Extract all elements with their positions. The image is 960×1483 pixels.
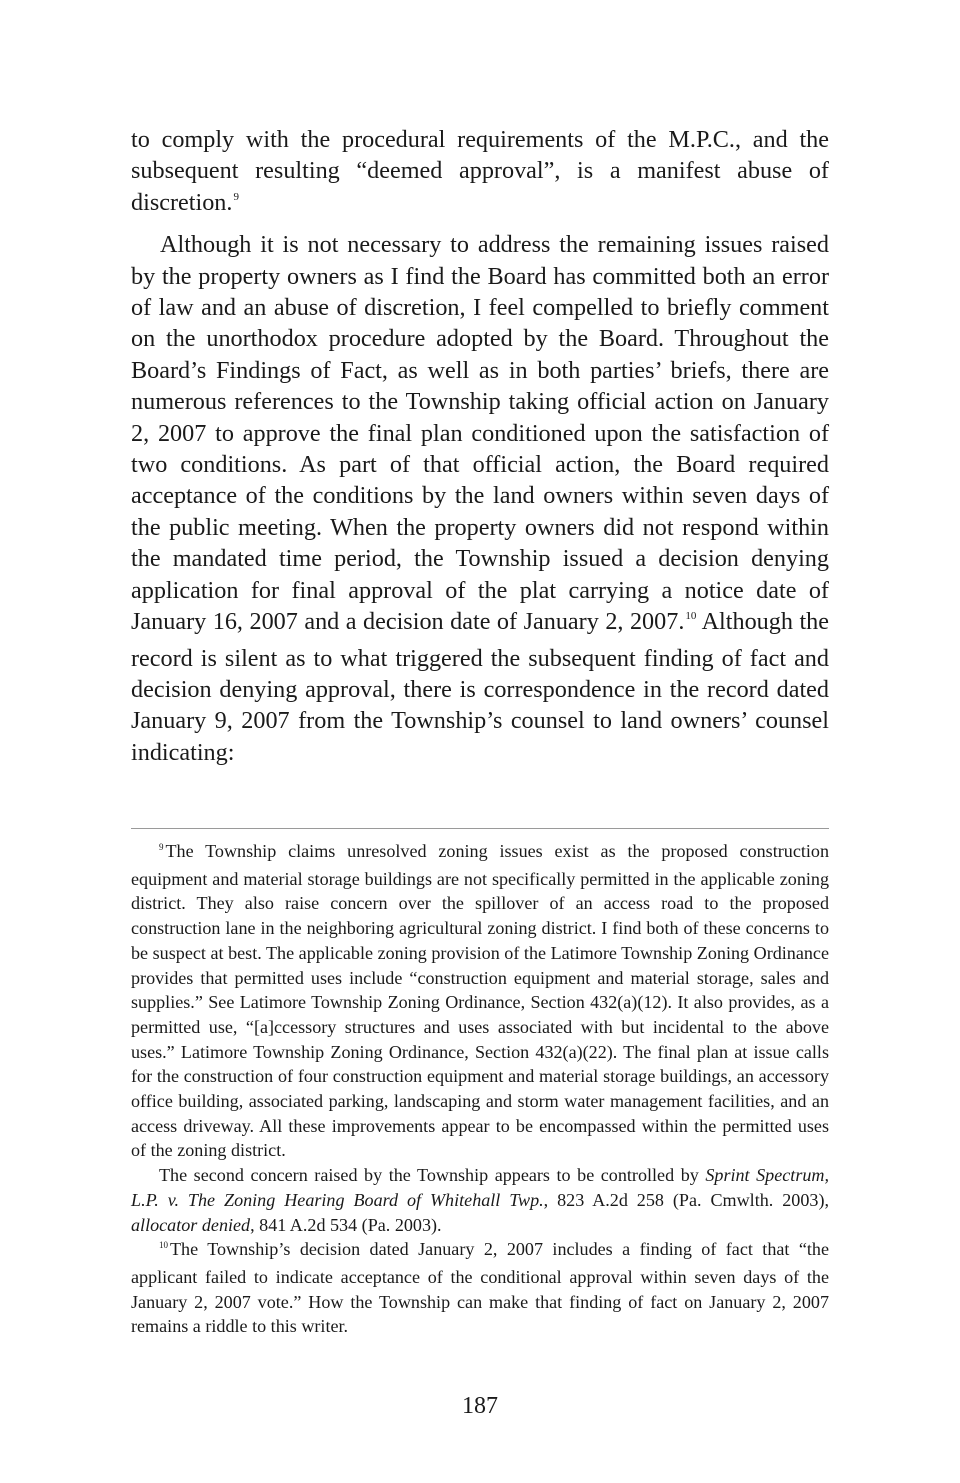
footnote-9 [131,839,829,1163]
case-name: Sprint Spectrum, L.P. v. The Zoning Hearing Board of Whitehall Twp. [131,1165,829,1210]
paragraph-1 [131,124,829,223]
paragraph-2 [131,229,829,768]
case-citation: , 823 A.2d 258 (Pa. Cmwlth. 2003), [543,1189,829,1210]
footnote-9-cont-lead: The second concern raised by the Township appears to be controlled by [159,1165,706,1186]
paragraph-2-text-a: Although it is not necessary to address the remaining issues raised by the property owners as I find the Board has committed both an error of law and an abuse of discretion, I feel compelled to briefly comment on the unorthodox procedure adopted by the Board. Throughout the Board’s Findings of Fact, as well as in both parties’ briefs, there are numerous references to the Township taking official action on January 2, 2007 to approve the final plan conditioned upon the satisfaction of two conditions. As part of that official action, the Board required acceptance of the conditions by the land owners within seven days of the public meeting. When the property owners did not respond within the mandated time period, the Township issued a decision denying application for final approval of the plat carrying a notice date of January 16, 2007 and a decision date of January 2, 2007. [131,231,829,636]
footnote-divider [131,828,829,829]
footnote-ref-9[interactable]: 9 [233,190,239,203]
footnotes [131,839,829,1339]
footnote-9-continued [131,1163,829,1237]
footnote-mark-10: 10 [159,1240,168,1251]
footnote-10-text: The Township’s decision dated January 2, 2007 includes a finding of fact that “the applicant failed to indicate acceptance of the conditional approval within seven days of the January 2, 2007 vote.” How the Township can make that finding of fact on January 2, 2007 remains a riddle to this writer. [131,1239,829,1337]
paragraph-2-text-b: Although the record is silent as to what triggered the subsequent finding of fact and decision denying approval, there is correspondence in the record dated January 9, 2007 from the Township’s counsel to land owners’ counsel indicating: [131,608,829,766]
footnote-9-text: The Township claims unresolved zoning issues exist as the proposed construction equipment and material storage buildings are not specifically permitted in the applicable zoning district. They also raise concern over the spillover of an access road to the proposed construction lane in the neighboring agricultural zoning district. I find both of these concerns to be suspect at best. The applicable zoning provision of the Latimore Township Zoning Ordinance provides that permitted uses include “construction equipment and material storage, sales and supplies.” See Latimore Township Zoning Ordinance, Section 432(a)(12). It also provides, as a permitted use, “[a]ccessory structures and uses associated with but incidental to the above uses.” Latimore Township Zoning Ordinance, Section 432(a)(22). The final plan at issue calls for the construction of four construction equipment and material storage buildings, an accessory office building, associated parking, landscaping and storm water management facilities, and an access driveway. All these improvements appear to be encompassed within the permitted uses of the zoning district. [131,841,829,1161]
footnote-mark-9: 9 [159,842,164,852]
footnote-ref-10[interactable]: 10 [685,610,697,623]
page-number: 187 [462,1393,498,1419]
main-text [131,124,829,768]
footnote-10 [131,1237,829,1339]
paragraph-1-text: to comply with the procedural requirements of the M.P.C., and the subsequent resulting “deemed approval”, is a manifest abuse of discretion. [131,126,829,216]
case-citation-2: , 841 A.2d 534 (Pa. 2003). [250,1214,442,1235]
allocator-denied: allocator denied [131,1214,251,1235]
